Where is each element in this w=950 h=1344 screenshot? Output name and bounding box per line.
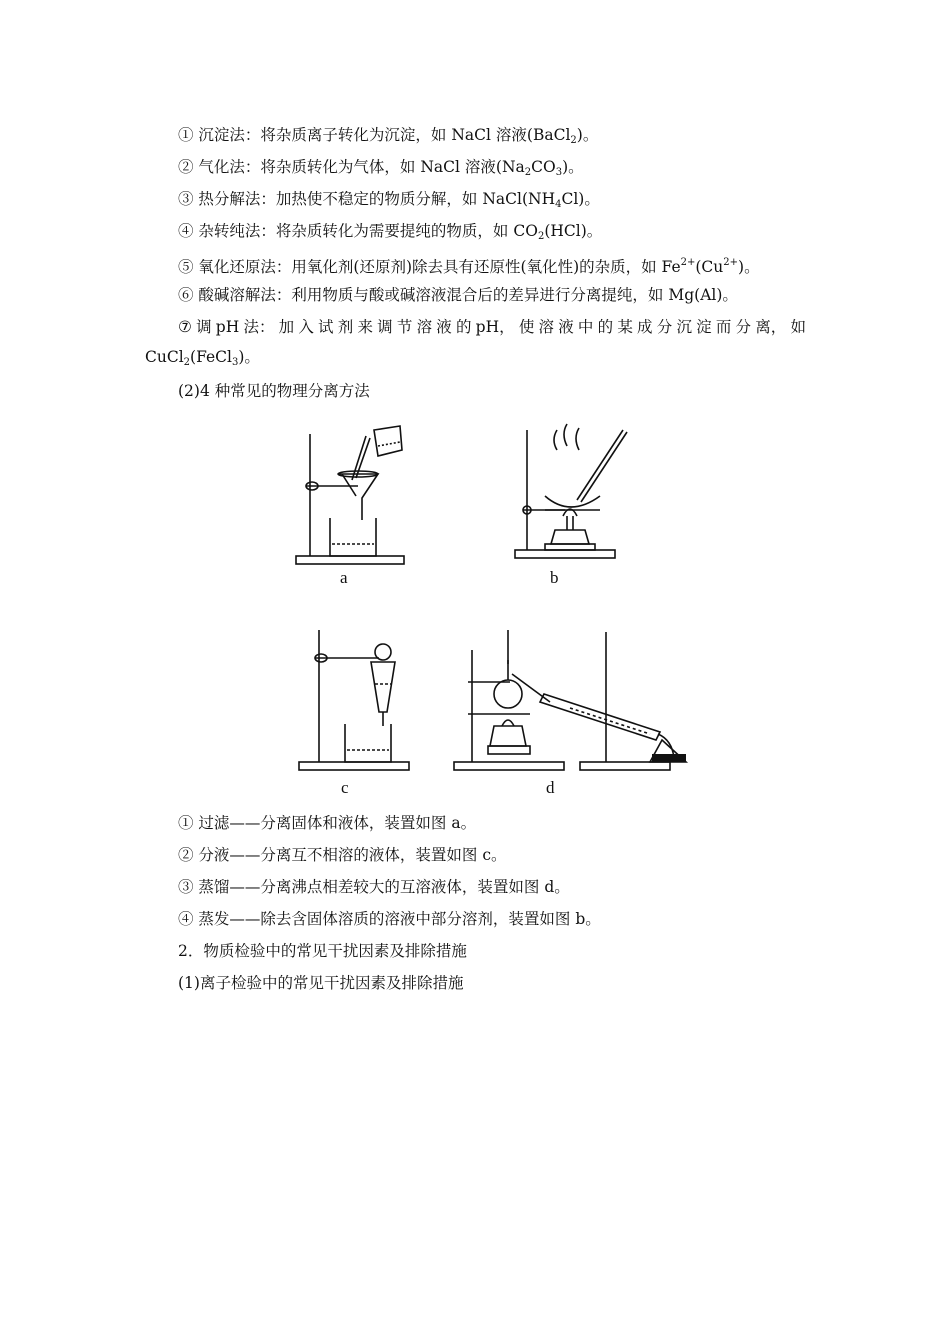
justified-word: 液	[558, 318, 574, 336]
text: )。	[562, 158, 584, 176]
figure-label-a: a	[340, 568, 348, 587]
superscript: 2+	[680, 257, 696, 268]
method-acid-base-dissolution: ⑥ 酸碱溶解法：利用物质与酸或碱溶液混合后的差异进行分离提纯，如 Mg(Al)。	[178, 286, 738, 304]
justified-word: 法：	[243, 318, 275, 336]
subscript: 4	[555, 199, 562, 210]
subscript: 2	[183, 357, 191, 368]
physical-liquid-separation: ② 分液——分离互不相溶的液体，装置如图 c。	[178, 846, 507, 864]
physical-evaporation: ④ 蒸发——除去含固体溶质的溶液中部分溶剂，装置如图 b。	[178, 910, 601, 928]
distillation-apparatus-figure	[450, 630, 700, 780]
method-gasification	[178, 156, 584, 184]
text: CO	[531, 158, 556, 176]
justified-word: 试	[318, 318, 334, 336]
subscript: 3	[232, 357, 239, 368]
text: CuCl	[145, 348, 184, 366]
section-2-1-heading: (1)离子检验中的常见干扰因素及排除措施	[178, 974, 464, 992]
justified-word: 溶	[416, 318, 433, 336]
text: Cl)。	[561, 190, 600, 208]
physical-filtration: ① 过滤——分离固体和液体，装置如图 a。	[178, 814, 477, 832]
method-ph-adjust	[178, 316, 806, 338]
text: ③ 热分解法：加热使不稳定的物质分解，如 NaCl(NH	[178, 190, 556, 208]
subscript: 2	[524, 167, 532, 178]
justified-word: 的	[455, 318, 472, 336]
section-2-heading: 2．物质检验中的常见干扰因素及排除措施	[178, 942, 467, 960]
figure-label-b: b	[550, 568, 559, 587]
justified-word: 成	[637, 318, 653, 336]
justified-word: 某	[617, 318, 633, 336]
justified-word: 入	[298, 318, 314, 336]
text: ② 气化法：将杂质转化为气体，如 NaCl 溶液(Na	[178, 158, 525, 176]
method-ph-adjust-cont	[145, 346, 260, 374]
justified-word: ⑦	[178, 318, 192, 336]
superscript: 2+	[723, 257, 739, 268]
text: (HCl)。	[544, 222, 603, 240]
text: (FeCl	[190, 348, 232, 366]
justified-word: 来	[357, 318, 373, 336]
justified-word: 淀	[696, 318, 712, 336]
separation-funnel-figure	[295, 622, 415, 777]
justified-word: 溶	[538, 318, 555, 336]
text: )。	[238, 348, 260, 366]
justified-word: 的	[597, 318, 614, 336]
justified-word: 使	[518, 318, 535, 336]
method-impurity-conversion	[178, 220, 602, 248]
text: ⑤ 氧化还原法：用氧化剂(还原剂)除去具有还原性(氧化性)的杂质，如 Fe	[178, 258, 681, 276]
text: (Cu	[695, 258, 724, 276]
physical-distillation: ③ 蒸馏——分离沸点相差较大的互溶液体，装置如图 d。	[178, 878, 570, 896]
text: )。	[738, 258, 760, 276]
justified-word: 调	[196, 318, 212, 336]
heading-physical-methods: (2)4 种常见的物理分离方法	[178, 382, 370, 400]
justified-word: pH，	[475, 318, 515, 336]
method-thermal-decomposition	[178, 188, 600, 216]
justified-word: 沉	[676, 318, 692, 336]
justified-word: 如	[790, 318, 806, 336]
justified-word: 中	[577, 318, 594, 336]
subscript: 3	[555, 167, 563, 178]
figure-label-d: d	[546, 778, 555, 797]
subscript: 2	[570, 135, 577, 146]
justified-word: 节	[396, 318, 413, 336]
justified-word: 液	[436, 318, 452, 336]
evaporation-apparatus-figure	[505, 420, 635, 565]
justified-word: 分	[656, 318, 673, 336]
justified-word: pH	[215, 318, 240, 336]
justified-word: 分	[735, 318, 752, 336]
justified-word: 加	[278, 318, 295, 336]
text: ④ 杂转纯法：将杂质转化为需要提纯的物质，如 CO	[178, 222, 538, 240]
justified-word: 离，	[755, 318, 787, 336]
text: )。	[576, 126, 599, 144]
method-precipitation	[178, 124, 598, 152]
filtration-apparatus-figure	[290, 410, 410, 570]
figure-label-c: c	[341, 778, 349, 797]
text: ① 沉淀法：将杂质离子转化为沉淀，如 NaCl 溶液(BaCl	[178, 126, 571, 144]
justified-word: 剂	[337, 318, 354, 336]
method-redox	[178, 252, 760, 278]
justified-word: 调	[377, 318, 393, 336]
subscript: 2	[537, 231, 545, 242]
justified-word: 而	[715, 318, 732, 336]
